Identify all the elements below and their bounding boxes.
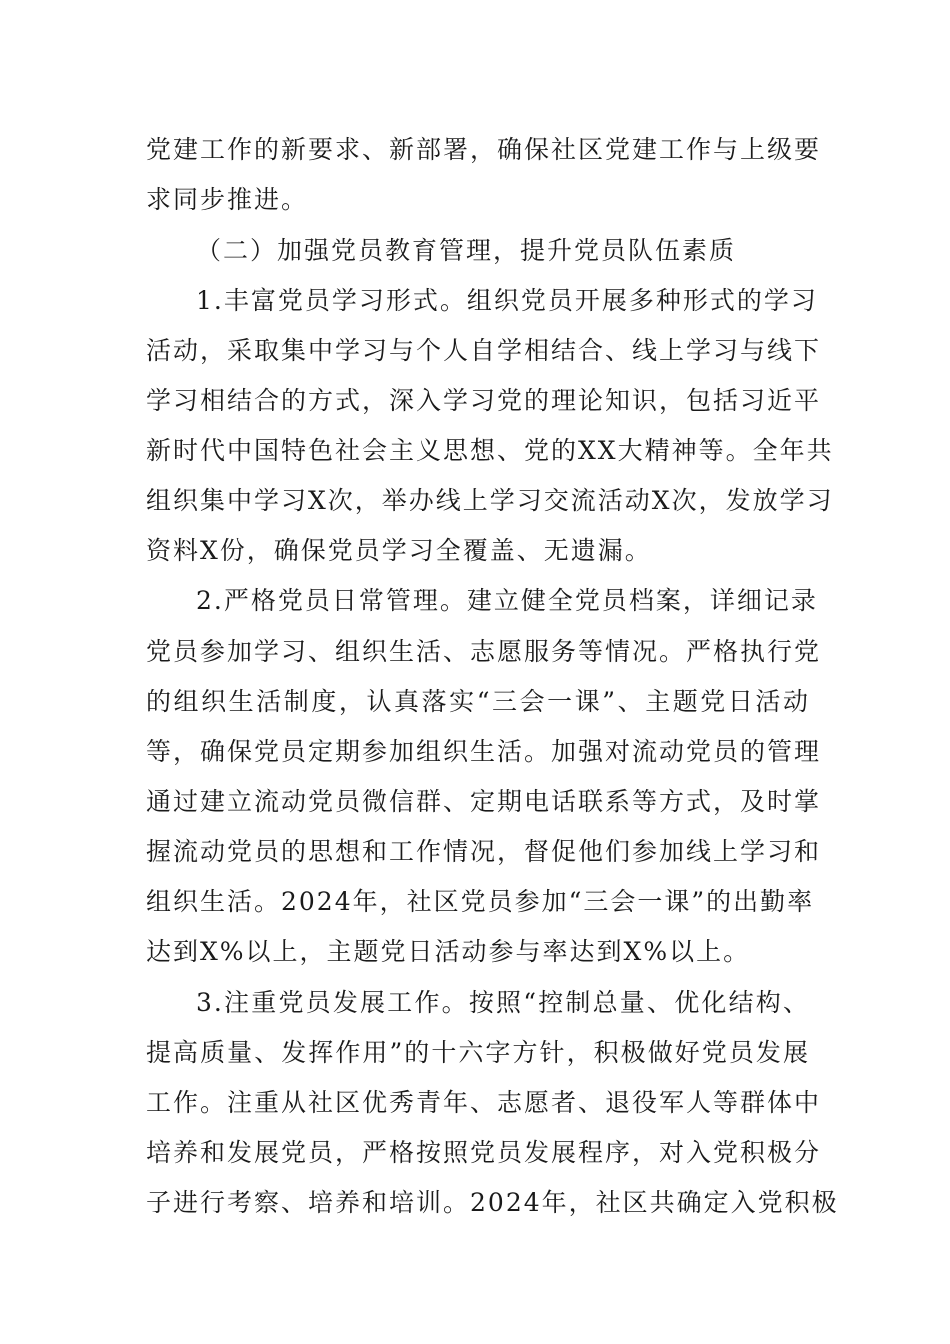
paragraph-line: 求同步推进。 [146,185,309,214]
paragraph-line: 工作。注重从社区优秀青年、志愿者、退役军人等群体中 [146,1088,822,1117]
paragraph-line: 1.丰富党员学习形式。组织党员开展多种形式的学习 [196,286,818,315]
paragraph-line: 资料X份，确保党员学习全覆盖、无遗漏。 [146,536,652,565]
paragraph-line: 活动，采取集中学习与个人自学相结合、线上学习与线下 [146,336,822,365]
paragraph-line: 学习相结合的方式，深入学习党的理论知识，包括习近平 [146,386,822,415]
paragraph-line: 的组织生活制度，认真落实“三会一课”、主题党日活动 [146,687,810,716]
paragraph-line: 达到X%以上，主题党日活动参与率达到X%以上。 [146,937,751,966]
paragraph-line: 握流动党员的思想和工作情况，督促他们参加线上学习和 [146,837,822,866]
paragraph-line: 通过建立流动党员微信群、定期电话联系等方式，及时掌 [146,787,822,816]
section-heading: （二）加强党员教育管理，提升党员队伍素质 [196,236,737,265]
paragraph-line: 子进行考察、培养和培训。2024年，社区共确定入党积极 [146,1188,839,1217]
paragraph-line: 2.严格党员日常管理。建立健全党员档案，详细记录 [196,586,818,615]
paragraph-line: 3.注重党员发展工作。按照“控制总量、优化结构、 [196,988,810,1017]
paragraph-line: 培养和发展党员，严格按照党员发展程序，对入党积极分 [146,1138,822,1167]
paragraph-line: 新时代中国特色社会主义思想、党的XX大精神等。全年共 [146,436,834,465]
paragraph-line: 党建工作的新要求、新部署，确保社区党建工作与上级要 [146,135,822,164]
paragraph-line: 组织生活。2024年，社区党员参加“三会一课”的出勤率 [146,887,815,916]
paragraph-line: 组织集中学习X次，举办线上学习交流活动X次，发放学习 [146,486,834,515]
paragraph-line: 党员参加学习、组织生活、志愿服务等情况。严格执行党 [146,637,822,666]
paragraph-line: 等，确保党员定期参加组织生活。加强对流动党员的管理 [146,737,822,766]
paragraph-line: 提高质量、发挥作用”的十六字方针，积极做好党员发展 [146,1038,810,1067]
